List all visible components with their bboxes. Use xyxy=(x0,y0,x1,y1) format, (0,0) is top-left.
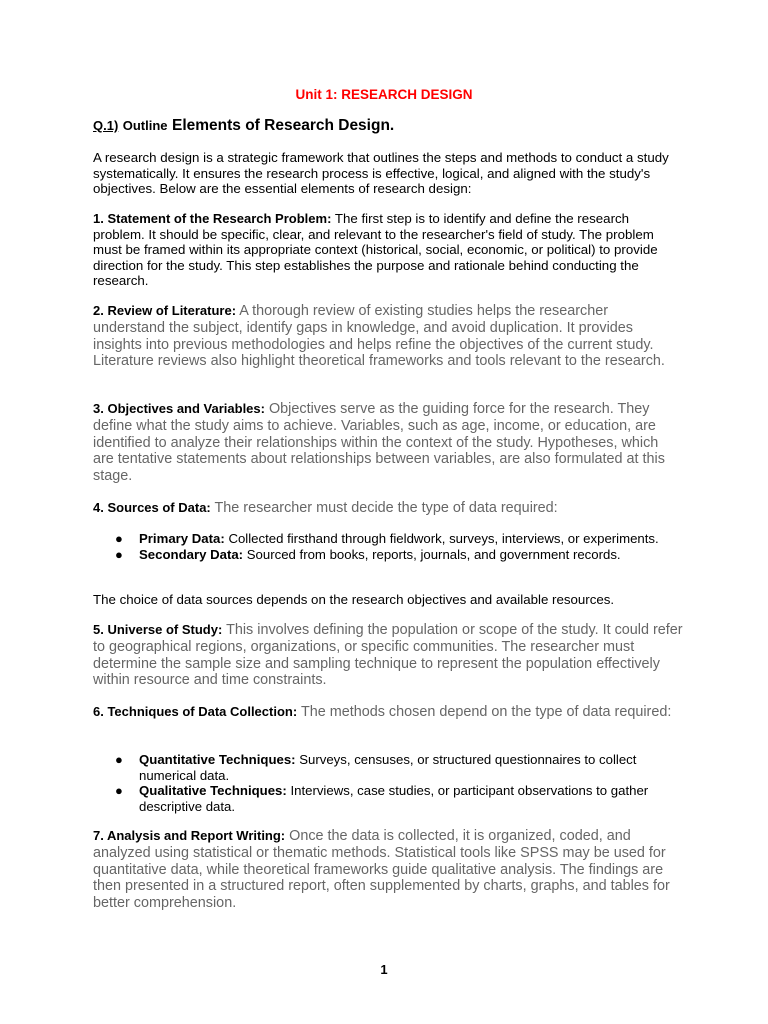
section-text: Once the data is collected, it is organized, coded, and analyzed using statistical or thematic methods. Statistical tools like SPSS may be used for quantitative data, while theoretical frameworks guide qualitative analysis. The findings are then presented in a structured report, often supplemented by charts, graphs, and tables for better comprehension. xyxy=(93,828,670,912)
list-item xyxy=(0,547,768,563)
section-statement-of-problem xyxy=(93,211,683,289)
list-item xyxy=(0,752,768,783)
section-objectives-and-variables xyxy=(93,401,683,485)
section-text: Objectives serve as the guiding force for the research. They define what the study aims to achieve. Variables, such as age, income, or education, are identified to analyze their relationships within the context of the study. Hypotheses, which are tentative statements about relationships between variables, are also formulated at this stage. xyxy=(93,401,665,485)
section-text: A thorough review of existing studies helps the researcher understand the subject, identify gaps in knowledge, and avoid duplication. It provides insights into previous methodologies and helps refine the objectives of the current study. Literature reviews also highlight theoretical frameworks and tools relevant to the research. xyxy=(93,303,665,370)
list-item-text: Sourced from books, reports, journals, and government records. xyxy=(246,546,621,562)
section-label: 1. Statement of the Research Problem: xyxy=(93,211,332,226)
question-text: Elements of Research Design. xyxy=(171,117,395,134)
bullet-dot: ● xyxy=(115,531,123,546)
section-text: The first step is to identify and define the research problem. It should be specific, clear, and relevant to the researcher's field of study. The problem must be framed within its appropriate context (historical, social, economic, or political) to provide direction for the study. This step establishes the purpose and rationale behind conducting the research. xyxy=(93,211,658,289)
section-text: This involves defining the population or scope of the study. It could refer to geographical regions, organizations, or specific communities. The researcher must determine the sample size and sampling technique to represent the population effectively within resource and time constraints. xyxy=(93,622,683,689)
section-label: 5. Universe of Study: xyxy=(93,622,223,637)
list-item-text: Surveys, censuses, or structured questionnaires to collect numerical data. xyxy=(139,752,637,783)
section-label: 7. Analysis and Report Writing: xyxy=(93,828,286,843)
section-universe-of-study xyxy=(93,622,683,689)
list-item-label: Qualitative Techniques: xyxy=(139,783,287,799)
section-text: The methods chosen depend on the type of data required: xyxy=(300,704,672,720)
question-outline-word: Outline xyxy=(122,118,168,133)
list-item-label: Quantitative Techniques: xyxy=(139,752,296,767)
page-number: 1 xyxy=(380,962,388,977)
data-sources-note: The choice of data sources depends on the research objectives and available resources. xyxy=(93,592,615,607)
bullet-dot: ● xyxy=(115,783,123,799)
section-review-of-literature xyxy=(93,303,683,370)
bullet-dot: ● xyxy=(115,752,123,767)
list-item xyxy=(0,531,768,547)
bullet-dot: ● xyxy=(115,546,123,562)
question-heading xyxy=(93,117,394,135)
list-item-label: Secondary Data: xyxy=(139,546,244,562)
section-label: 4. Sources of Data: xyxy=(93,500,211,515)
unit-title: Unit 1: RESEARCH DESIGN xyxy=(295,87,473,102)
section-text: The researcher must decide the type of data required: xyxy=(214,500,558,516)
collection-techniques-list xyxy=(0,752,768,814)
section-techniques-of-data-collection xyxy=(93,704,683,721)
list-item-text: Interviews, case studies, or participant observations to gather descriptive data. xyxy=(139,783,649,814)
list-item xyxy=(0,783,768,814)
list-item-text: Collected firsthand through fieldwork, surveys, interviews, or experiments. xyxy=(228,531,659,546)
data-sources-list xyxy=(0,531,768,562)
section-label: 2. Review of Literature: xyxy=(93,303,237,318)
list-item-label: Primary Data: xyxy=(139,531,225,546)
section-analysis-and-report-writing xyxy=(93,828,683,912)
section-label: 3. Objectives and Variables: xyxy=(93,401,265,416)
section-sources-of-data xyxy=(93,500,683,517)
intro-paragraph: A research design is a strategic framework that outlines the steps and methods to conduct a study systematically. It ensures the research process is effective, logical, and aligned with the study's objectives. Below are the essential elements of research design: xyxy=(93,150,669,197)
section-label: 6. Techniques of Data Collection: xyxy=(93,704,298,719)
question-number: Q.1) xyxy=(93,118,119,133)
